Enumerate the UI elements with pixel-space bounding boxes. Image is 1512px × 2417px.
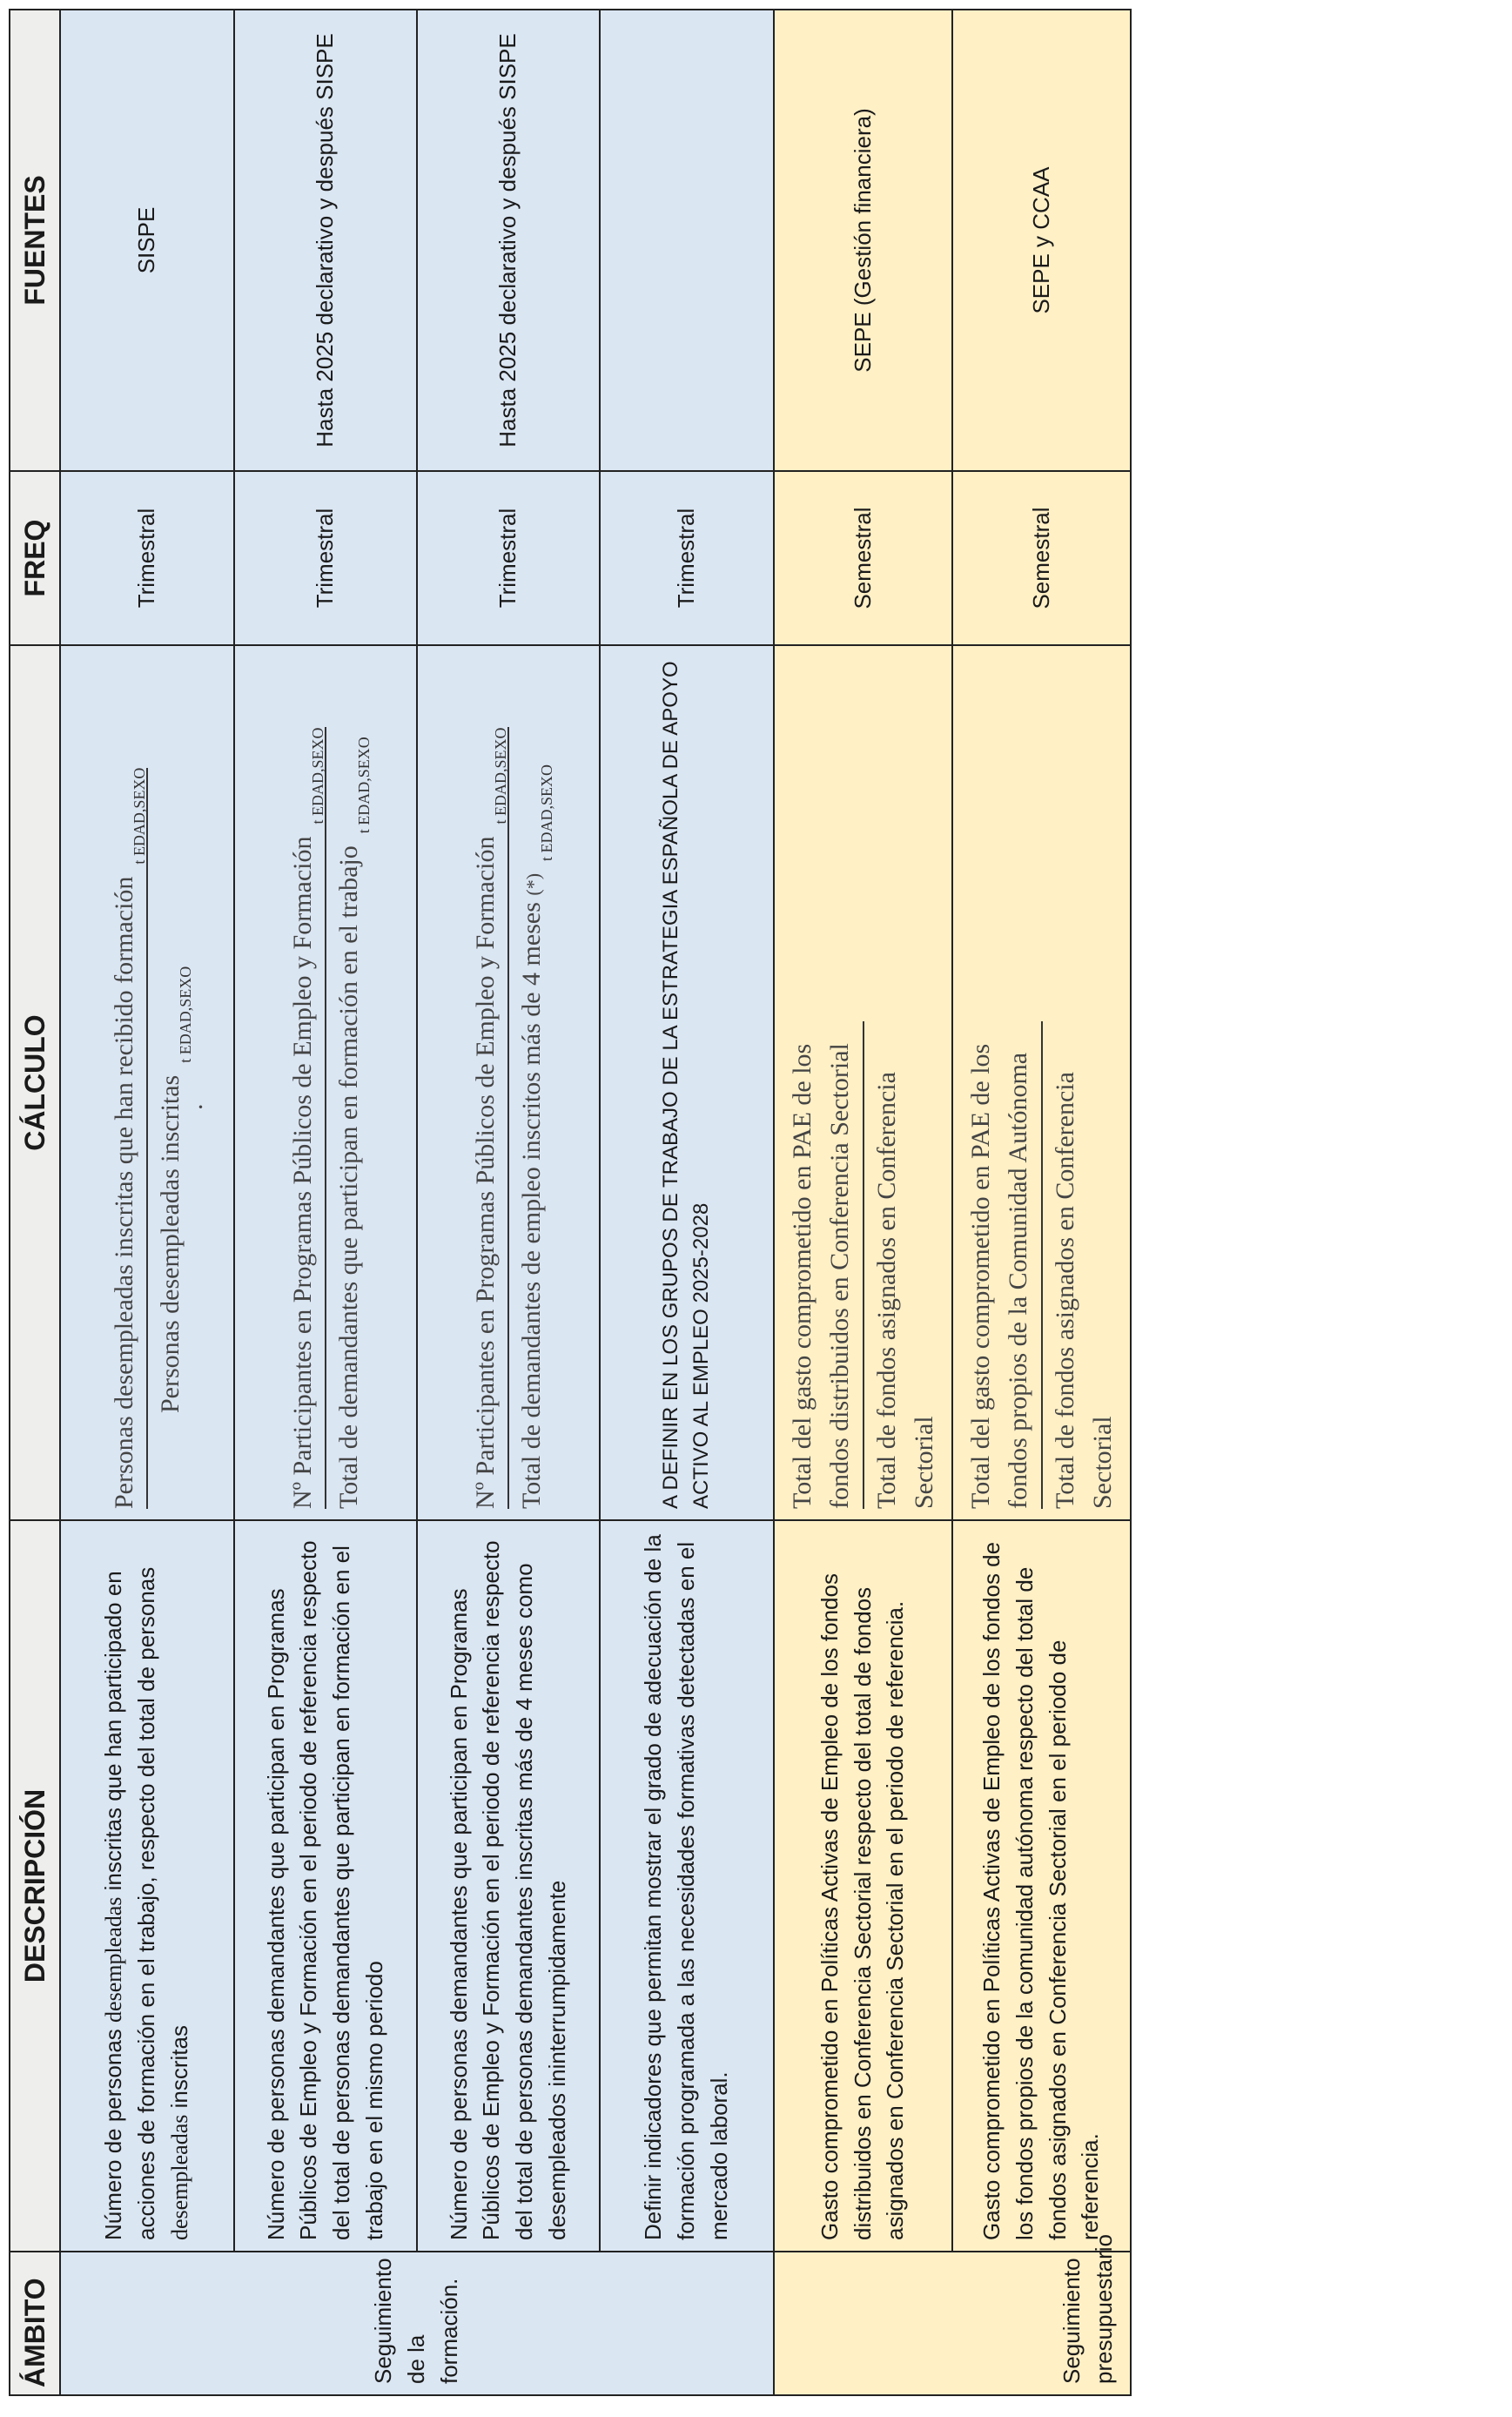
- header-descripcion: DESCRIPCIÓN: [10, 1520, 60, 2252]
- calc-numerator-text: Nº Participantes en Programas Públicos de Empleo y Formación: [470, 836, 500, 1509]
- calculo-cell: [774, 645, 952, 1520]
- descripcion-cell: Definir indicadores que permitan mostrar el grado de adecuación de la formación programada a las necesidades formativas detectadas en el mercado laboral.: [600, 1520, 774, 2252]
- calc-numerator-text: Personas desempleadas inscritas que han recibido formación: [109, 876, 138, 1509]
- descripcion-text: Número de personas: [100, 2022, 127, 2240]
- calc-numerator: Total del gasto comprometido en PAE de los fondos distribuidos en Conferencia Sectorial: [783, 1021, 864, 1509]
- descripcion-cell: Gasto comprometido en Políticas Activas de Empleo de los fondos de los fondos propios de la comunidad autónoma respecto del total de fondos asignados en Conferencia Sectorial en el periodo de referencia.: [952, 1520, 1131, 2252]
- freq-cell: Trimestral: [417, 471, 600, 645]
- calc-numerator: [284, 728, 327, 1510]
- descripcion-text: inscritas que han participado en acciones de formación en el trabajo, respecto del total de personas: [100, 1566, 160, 2240]
- indicators-table: [9, 9, 1132, 2396]
- calc-numerator: [467, 728, 510, 1510]
- calc-fraction: [284, 727, 373, 1510]
- table-row: [60, 10, 234, 2395]
- descripcion-text: inscritas: [165, 2025, 192, 2115]
- calc-denominator-subscript: t EDAD,SEXO: [538, 764, 555, 861]
- calc-denominator: Total de fondos asignados en Conferencia Sectorial: [871, 1072, 938, 1509]
- calc-dot: .: [178, 1103, 208, 1110]
- header-freq: FREQ: [10, 471, 60, 645]
- freq-cell: Semestral: [774, 471, 952, 645]
- table-row: [952, 10, 1131, 2395]
- calc-numerator: [105, 768, 149, 1509]
- calc-denominator-subscript: t EDAD,SEXO: [355, 737, 373, 834]
- fuentes-cell: SISPE: [60, 10, 234, 471]
- fuentes-cell: SEPE (Gestión financiera): [774, 10, 952, 471]
- calculo-cell: [952, 645, 1131, 1520]
- fuentes-cell: Hasta 2025 declarativo y después SISPE: [417, 10, 600, 471]
- calc-denominator: [148, 768, 194, 1509]
- table-row: [600, 10, 774, 2395]
- calc-denominator-text: Personas desempleadas inscritas: [156, 1074, 185, 1413]
- fuentes-cell: SEPE y CCAA: [952, 10, 1131, 471]
- calc-numerator-text: Nº Participantes en Programas Públicos de Empleo y Formación: [287, 836, 317, 1509]
- descripcion-cell: [60, 1520, 234, 2252]
- descripcion-cell: Gasto comprometido en Políticas Activas de Empleo de los fondos distribuidos en Conferencia Sectorial respecto del total de fondos asignados en Conferencia Sectorial en el periodo de referencia.: [774, 1520, 952, 2252]
- freq-cell: Semestral: [952, 471, 1131, 645]
- calc-numerator-subscript: t EDAD,SEXO: [491, 727, 509, 825]
- fuentes-cell: [600, 10, 774, 471]
- calc-denominator: [509, 728, 555, 1510]
- freq-cell: Trimestral: [60, 471, 234, 645]
- calc-denominator: [326, 728, 373, 1510]
- calc-numerator: Total del gasto comprometido en PAE de los fondos propios de la Comunidad Autónoma: [962, 1021, 1043, 1509]
- calc-asterisk: (*): [522, 872, 544, 896]
- calculo-cell: [234, 645, 417, 1520]
- descripcion-cell: Número de personas demandantes que participan en Programas Públicos de Empleo y Formación en el periodo de referencia respecto del total de personas demandantes que participan en formación en el trabajo en el mismo periodo: [234, 1520, 417, 2252]
- calc-fraction: [105, 767, 194, 1509]
- freq-cell: Trimestral: [600, 471, 774, 645]
- header-fuentes: FUENTES: [10, 10, 60, 471]
- calculo-cell: [417, 645, 600, 1520]
- calc-fraction: [783, 1021, 944, 1509]
- descripcion-cell: Número de personas demandantes que participan en Programas Públicos de Empleo y Formación en el periodo de referencia respecto del total de personas demandantes inscritas más de 4 meses como desempleados ininterrumpidamente: [417, 1520, 600, 2252]
- ambito-cell: Seguimiento de la formación.: [60, 2252, 774, 2395]
- calc-denominator-text: Total de demandantes de empleo inscritos más de 4 meses: [517, 902, 546, 1509]
- freq-cell: Trimestral: [234, 471, 417, 645]
- calc-denominator-subscript: t EDAD,SEXO: [177, 966, 194, 1063]
- calc-denominator: Total de fondos asignados en Conferencia Sectorial: [1050, 1072, 1117, 1509]
- calc-fraction: [467, 727, 555, 1510]
- ambito-cell: Seguimiento presupuestario: [774, 2252, 1131, 2395]
- calc-numerator-subscript: t EDAD,SEXO: [308, 727, 326, 825]
- descripcion-highlight: desempleadas: [101, 1896, 127, 2023]
- header-calculo: CÁLCULO: [10, 645, 60, 1520]
- calc-numerator-subscript: t EDAD,SEXO: [130, 767, 148, 865]
- table-row: [234, 10, 417, 2395]
- descripcion-highlight: desempleadas: [166, 2114, 192, 2240]
- table-row: [774, 10, 952, 2395]
- calculo-cell: [60, 645, 234, 1520]
- table-row: [417, 10, 600, 2395]
- fuentes-cell: Hasta 2025 declarativo y después SISPE: [234, 10, 417, 471]
- header-ambito: ÁMBITO: [10, 2252, 60, 2395]
- calc-denominator-text: Total de demandantes que participan en formación en el trabajo: [334, 845, 363, 1509]
- header-row: [10, 10, 60, 2395]
- calculo-cell: A DEFINIR EN LOS GRUPOS DE TRABAJO DE LA ESTRATEGIA ESPAÑOLA DE APOYO ACTIVO AL EMPLEO 2025-2028: [600, 645, 774, 1520]
- calc-fraction: [962, 1021, 1122, 1509]
